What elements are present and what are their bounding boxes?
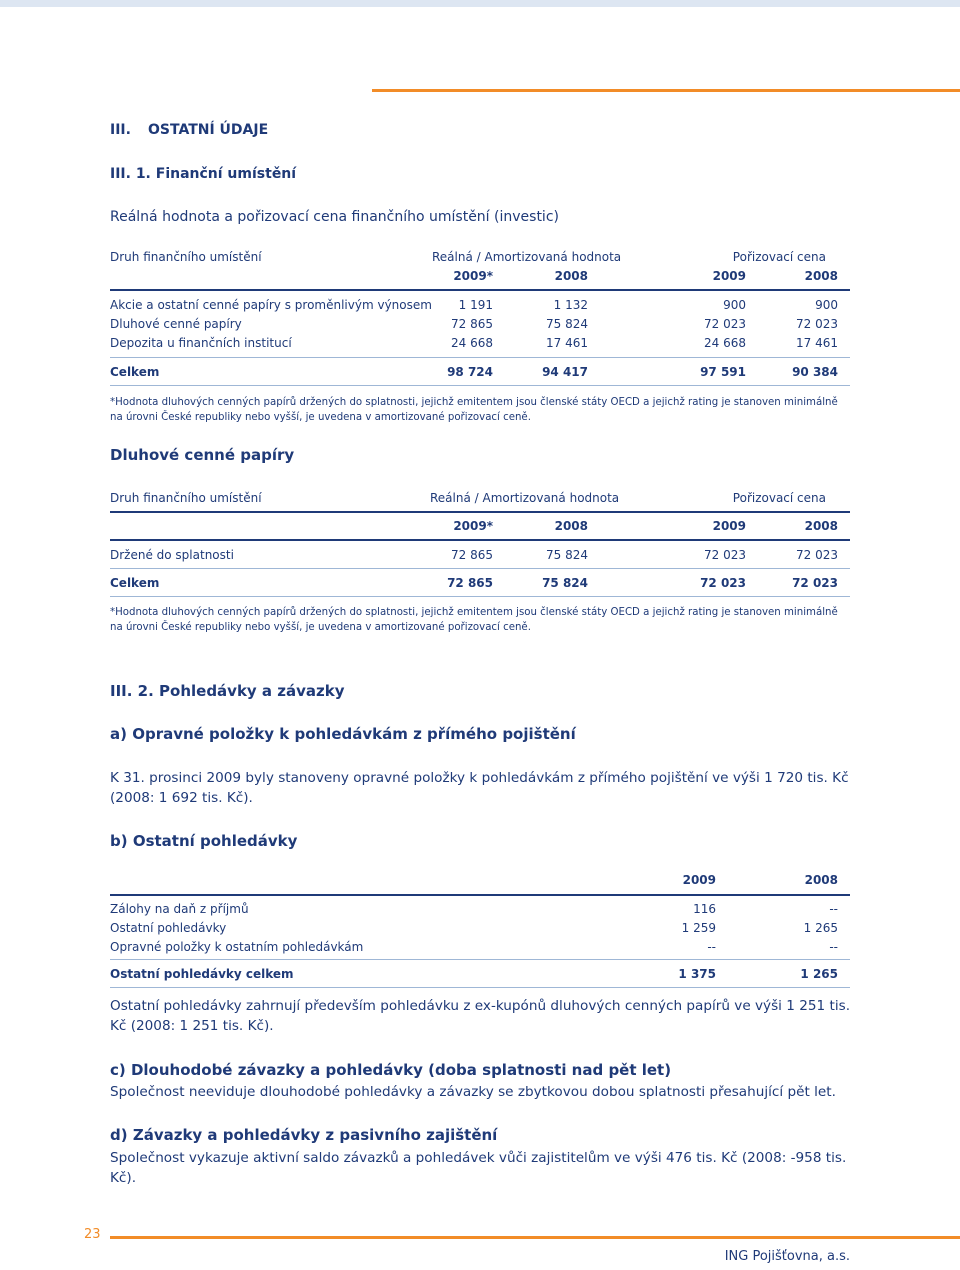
cell: 24 668: [451, 336, 493, 350]
subsection-c-text: Společnost neeviduje dlouhodobé pohledávky a závazky se zbytkovou dobou splatnosti přesahující pět let.: [110, 1084, 836, 1100]
row-label: Dluhové cenné papíry: [110, 317, 242, 331]
table3-years: [110, 871, 850, 890]
table3-body: [110, 900, 850, 957]
row-label: Zálohy na daň z příjmů: [110, 902, 249, 916]
cell: 1 132: [553, 298, 588, 312]
total-label: Ostatní pohledávky celkem: [110, 967, 294, 981]
total-row: [110, 574, 850, 593]
table1-header-rule: [110, 289, 850, 291]
subsection-b-title: b) Ostatní pohledávky: [110, 832, 298, 850]
company-name: ING Pojišťovna, a.s.: [724, 1249, 850, 1264]
year-col: 2008: [554, 269, 588, 283]
total-label: Celkem: [110, 365, 160, 379]
cell: 72 023: [700, 576, 746, 590]
section-number: III.: [110, 122, 131, 138]
cell: 1 265: [803, 921, 838, 935]
row-label: Akcie a ostatní cenné papíry s proměnlivým výnosem: [110, 298, 432, 312]
year-col: 2008: [804, 873, 838, 887]
cell: 1 375: [678, 967, 716, 981]
table1-header-row: [110, 248, 850, 267]
table3-header-rule: [110, 894, 850, 896]
table2-head-group1: Reálná / Amortizovaná hodnota: [430, 491, 620, 505]
cell: 1 259: [681, 921, 716, 935]
row-label: Držené do splatnosti: [110, 548, 234, 562]
table3-years-row: [110, 871, 850, 890]
table2-head-label: Druh finančního umístění: [110, 491, 262, 505]
total-label: Celkem: [110, 576, 160, 590]
subsection-title: III. 1. Finanční umístění: [110, 166, 297, 182]
section-title: OSTATNÍ ÚDAJE: [148, 122, 269, 138]
subsection-a-text: K 31. prosinci 2009 byly stanoveny opravné položky k pohledávkám z přímého pojištění ve výši 1 720 tis. Kč (2008: 1 692 tis. Kč).: [110, 770, 849, 806]
table2-head-group2: Pořizovací cena: [732, 491, 826, 505]
cell: --: [829, 902, 838, 916]
year-col: 2009*: [453, 269, 493, 283]
table1-title: Reálná hodnota a pořizovací cena finančního umístění (investic): [110, 209, 559, 225]
table2-years-row: [110, 517, 850, 536]
table-row: [110, 296, 850, 315]
cell: 72 865: [451, 317, 493, 331]
cell: 94 417: [542, 365, 588, 379]
cell: 17 461: [796, 336, 838, 350]
cell: 75 824: [546, 317, 588, 331]
total-row: [110, 965, 850, 984]
table2-years: [110, 517, 850, 536]
page-number: 23: [84, 1227, 101, 1242]
row-label: Ostatní pohledávky: [110, 921, 227, 935]
table-row: [110, 334, 850, 353]
row-label: Depozita u finančních institucí: [110, 336, 292, 350]
table3-bottom-rule: [110, 987, 850, 988]
footer-accent-line: [110, 1236, 960, 1239]
cell: 72 023: [704, 548, 746, 562]
year-col: 2008: [804, 269, 838, 283]
year-col: 2009: [712, 519, 746, 533]
table2-total-rule: [110, 568, 850, 569]
table2-years-rule: [110, 539, 850, 541]
row-label: Opravné položky k ostatním pohledávkám: [110, 940, 364, 954]
cell: 900: [815, 298, 838, 312]
table2-footnote: *Hodnota dluhových cenných papírů držených do splatnosti, jejichž emitentem jsou členské státy OECD a jejichž rating je stanoven minimálně na úrovni České republiky nebo vyšší, je uvedena v amortizované pořizovací ceně.: [110, 607, 838, 633]
table1: [110, 248, 850, 286]
subsection-c-title: c) Dlouhodobé závazky a pohledávky (doba splatnosti nad pět let): [110, 1061, 672, 1079]
year-col: 2008: [554, 519, 588, 533]
table1-head-group1: Reálná / Amortizovaná hodnota: [432, 250, 622, 264]
table1-bottom-rule: [110, 385, 850, 386]
table2-header-row: [110, 489, 850, 508]
table-row: [110, 938, 850, 957]
cell: 116: [693, 902, 716, 916]
cell: 72 865: [447, 576, 493, 590]
table2-title: Dluhové cenné papíry: [110, 446, 295, 464]
table2-bottom-rule: [110, 596, 850, 597]
cell: 75 824: [546, 548, 588, 562]
table1-total-rule: [110, 357, 850, 358]
section2-title: III. 2. Pohledávky a závazky: [110, 682, 345, 700]
cell: 72 023: [792, 576, 838, 590]
table2-total: [110, 574, 850, 593]
table2-body: [110, 546, 850, 565]
cell: 75 824: [542, 576, 588, 590]
table-row: [110, 546, 850, 565]
subsection-a-title: a) Opravné položky k pohledávkám z přímého pojištění: [110, 725, 576, 743]
table2-header: [110, 489, 850, 508]
top-strip: [0, 0, 960, 7]
table2-header-rule: [110, 511, 850, 513]
cell: 72 865: [451, 548, 493, 562]
year-col: 2008: [804, 519, 838, 533]
table1-body: [110, 296, 850, 353]
table1-years-row: [110, 267, 850, 286]
cell: --: [829, 940, 838, 954]
subsection-d-text: Společnost vykazuje aktivní saldo závazků a pohledávek vůči zajistitelům ve výši 476 tis. Kč (2008: -958 tis. Kč).: [110, 1150, 847, 1186]
cell: --: [707, 940, 716, 954]
table1-total: [110, 363, 850, 382]
table3-total-rule: [110, 959, 850, 960]
table-row: [110, 315, 850, 334]
subsection-b-text: Ostatní pohledávky zahrnují především pohledávku z ex-kupónů dluhových cenných papírů ve výši 1 251 tis. Kč (2008: 1 251 tis. Kč).: [110, 998, 851, 1034]
total-row: [110, 363, 850, 382]
year-col: 2009*: [453, 519, 493, 533]
cell: 72 023: [704, 317, 746, 331]
cell: 24 668: [704, 336, 746, 350]
cell: 98 724: [447, 365, 493, 379]
table-row: [110, 919, 850, 938]
cell: 1 191: [458, 298, 493, 312]
table3-total: [110, 965, 850, 984]
cell: 1 265: [800, 967, 838, 981]
cell: 72 023: [796, 548, 838, 562]
cell: 97 591: [700, 365, 746, 379]
cell: 17 461: [546, 336, 588, 350]
subsection-d-title: d) Závazky a pohledávky z pasivního zajištění: [110, 1126, 498, 1144]
table1-head-group2: Pořizovací cena: [732, 250, 826, 264]
table-row: [110, 900, 850, 919]
cell: 90 384: [792, 365, 838, 379]
cell: 900: [723, 298, 746, 312]
year-col: 2009: [712, 269, 746, 283]
year-col: 2009: [682, 873, 716, 887]
header-accent-line: [372, 89, 960, 92]
table1-head-label: Druh finančního umístění: [110, 250, 262, 264]
cell: 72 023: [796, 317, 838, 331]
table1-footnote: *Hodnota dluhových cenných papírů držených do splatnosti, jejichž emitentem jsou členské státy OECD a jejichž rating je stanoven minimálně na úrovni České republiky nebo vyšší, je uvedena v amortizované pořizovací ceně.: [110, 397, 838, 423]
